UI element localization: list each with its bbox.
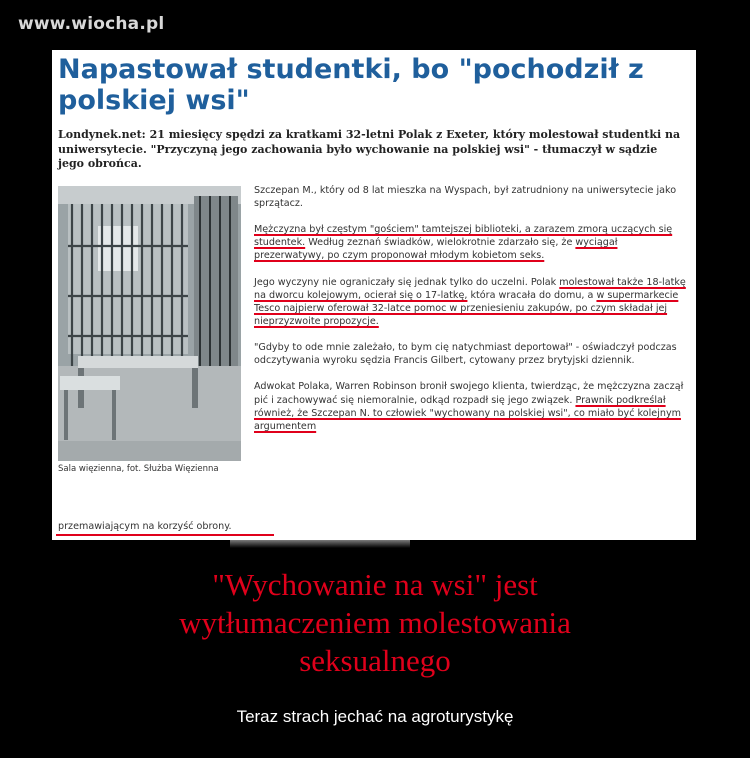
paragraph-2 — [254, 223, 686, 262]
prison-cell-illustration — [58, 186, 241, 461]
watermark: www.wiocha.pl — [18, 14, 165, 34]
paragraph-5 — [254, 380, 686, 432]
paragraph-3 — [254, 276, 686, 328]
highlight-4: w supermarkecie Tesco najpierw oferował 32-latce pomoc w przeniesieniu zakupów, po czym składał jej nieprzyzwoite propozycje. — [254, 289, 679, 327]
highlight-5: Prawnik podkreślał również, że Szczepan N. to człowiek "wychowany na polskiej wsi", co miało być kolejnym argumentem — [254, 394, 681, 432]
text-segment: Według zeznań świadków, wielokrotnie zdarzało się, że — [305, 237, 576, 249]
highlight-underline — [56, 534, 274, 536]
article-body — [254, 184, 686, 446]
highlight-2: wyciągał prezerwatywy, po czym proponował młodym kobietom seks. — [254, 237, 618, 262]
poster-title-line-2: wytłumaczeniem molestowania — [179, 605, 571, 640]
poster-subtitle: Teraz strach jechać na agroturystykę — [236, 707, 514, 726]
highlight-3: molestował także 18-latkę na dworcu kolejowym, ocierał się o 17-latkę, — [254, 276, 686, 301]
prison-cell-photo — [58, 186, 241, 461]
article-lead: Londynek.net: 21 miesięcy spędzi za kratkami 32-letni Polak z Exeter, który molestował studentki na uniwersytecie. "Przyczyną jego zachowania było wychowanie na polskiej wsi" - tłumaczył w sądzie jego obrońca. — [58, 128, 681, 170]
text-segment: Adwokat Polaka, Warren Robinson bronił swojego klienta, twierdząc, że mężczyzna zaczął pić i zachowywać się niemoralnie, odkąd rozpadł się jego związek. — [254, 381, 684, 406]
article-headline: Napastował studentki, bo "pochodził z polskiej wsi" — [58, 54, 644, 116]
paragraph-1: Szczepan M., który od 8 lat mieszka na Wyspach, był zatrudniony na uniwersytecie jako sprzątacz. — [254, 185, 677, 210]
article-screenshot — [52, 50, 696, 540]
highlight-1: Mężczyzna był częstym "gościem" tamtejszej biblioteki, a zarazem zmorą uczących się studentek. — [254, 224, 673, 249]
poster-title — [60, 566, 690, 680]
poster-title-line-3: seksualnego — [299, 643, 451, 678]
text-segment: Jego wyczyny nie ograniczały się jednak tylko do uczelni. Polak — [254, 276, 560, 288]
torn-edge — [230, 538, 410, 548]
paragraph-5-last-line: przemawiającym na korzyść obrony. — [58, 521, 232, 532]
photo-caption: Sala więzienna, fot. Służba Więzienna — [58, 464, 219, 474]
paragraph-4: "Gdyby to ode mnie zależało, to bym cię natychmiast deportował" - oświadczył podczas odczytywania wyroku sędzia Francis Gilbert, cytowany przez brytyjski dziennik. — [254, 342, 677, 367]
poster-title-line-1: "Wychowanie na wsi" jest — [212, 567, 538, 602]
text-segment: która wracała do domu, a — [467, 289, 597, 301]
